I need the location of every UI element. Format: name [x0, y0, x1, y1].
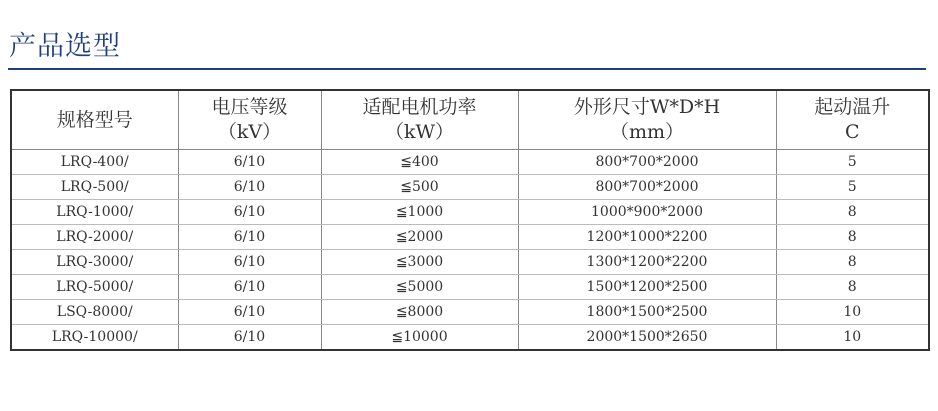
cell-model: LSQ-8000/ — [11, 300, 178, 325]
header-voltage-unit: （kV） — [217, 121, 282, 143]
header-motor-power-unit: （kW） — [384, 121, 455, 143]
cell-dimensions: 2000*1500*2650 — [518, 325, 776, 351]
header-motor-power — [321, 90, 518, 150]
product-selection-table — [10, 89, 930, 351]
cell-temp-rise: 8 — [776, 200, 929, 225]
table-body — [11, 150, 929, 351]
header-dimensions-label: 外形尺寸W*D*H — [573, 96, 721, 118]
header-model-label: 规格型号 — [56, 108, 133, 131]
cell-voltage: 6/10 — [178, 325, 321, 351]
cell-dimensions: 1800*1500*2500 — [518, 300, 776, 325]
cell-motor-power: ≦5000 — [321, 275, 518, 300]
cell-model: LRQ-1000/ — [11, 200, 178, 225]
cell-temp-rise: 5 — [776, 150, 929, 175]
cell-model: LRQ-500/ — [11, 175, 178, 200]
cell-voltage: 6/10 — [178, 225, 321, 250]
cell-model: LRQ-5000/ — [11, 275, 178, 300]
table-row — [11, 150, 929, 175]
table-header — [11, 90, 929, 150]
cell-voltage: 6/10 — [178, 250, 321, 275]
cell-dimensions: 800*700*2000 — [518, 150, 776, 175]
cell-dimensions: 1200*1000*2200 — [518, 225, 776, 250]
cell-motor-power: ≦500 — [321, 175, 518, 200]
cell-temp-rise: 10 — [776, 300, 929, 325]
cell-model: LRQ-2000/ — [11, 225, 178, 250]
cell-temp-rise: 10 — [776, 325, 929, 351]
cell-temp-rise: 8 — [776, 225, 929, 250]
cell-model: LRQ-400/ — [11, 150, 178, 175]
table-row — [11, 300, 929, 325]
cell-motor-power: ≦2000 — [321, 225, 518, 250]
header-dimensions-unit: （mm） — [609, 121, 685, 143]
cell-motor-power: ≦8000 — [321, 300, 518, 325]
table-row — [11, 325, 929, 351]
cell-motor-power: ≦10000 — [321, 325, 518, 351]
header-temp-rise — [776, 90, 929, 150]
header-dimensions — [518, 90, 776, 150]
cell-motor-power: ≦400 — [321, 150, 518, 175]
header-row — [11, 90, 929, 150]
cell-voltage: 6/10 — [178, 300, 321, 325]
table-row — [11, 225, 929, 250]
header-model — [11, 90, 178, 150]
cell-motor-power: ≦1000 — [321, 200, 518, 225]
table-row — [11, 175, 929, 200]
table-row — [11, 250, 929, 275]
header-voltage — [178, 90, 321, 150]
cell-dimensions: 1500*1200*2500 — [518, 275, 776, 300]
cell-dimensions: 1300*1200*2200 — [518, 250, 776, 275]
header-temp-rise-unit: C — [844, 121, 860, 143]
cell-voltage: 6/10 — [178, 150, 321, 175]
page-title: 产品选型 — [9, 31, 121, 62]
cell-motor-power: ≦3000 — [321, 250, 518, 275]
cell-temp-rise: 5 — [776, 175, 929, 200]
cell-voltage: 6/10 — [178, 275, 321, 300]
cell-temp-rise: 8 — [776, 250, 929, 275]
cell-model: LRQ-3000/ — [11, 250, 178, 275]
cell-dimensions: 800*700*2000 — [518, 175, 776, 200]
header-temp-rise-label: 起动温升 — [814, 96, 891, 118]
header-voltage-label: 电压等级 — [211, 96, 288, 118]
title-divider — [8, 68, 926, 70]
table-row — [11, 275, 929, 300]
cell-voltage: 6/10 — [178, 200, 321, 225]
cell-dimensions: 1000*900*2000 — [518, 200, 776, 225]
table-row — [11, 200, 929, 225]
cell-model: LRQ-10000/ — [11, 325, 178, 351]
cell-temp-rise: 8 — [776, 275, 929, 300]
header-motor-power-label: 适配电机功率 — [362, 96, 477, 118]
cell-voltage: 6/10 — [178, 175, 321, 200]
